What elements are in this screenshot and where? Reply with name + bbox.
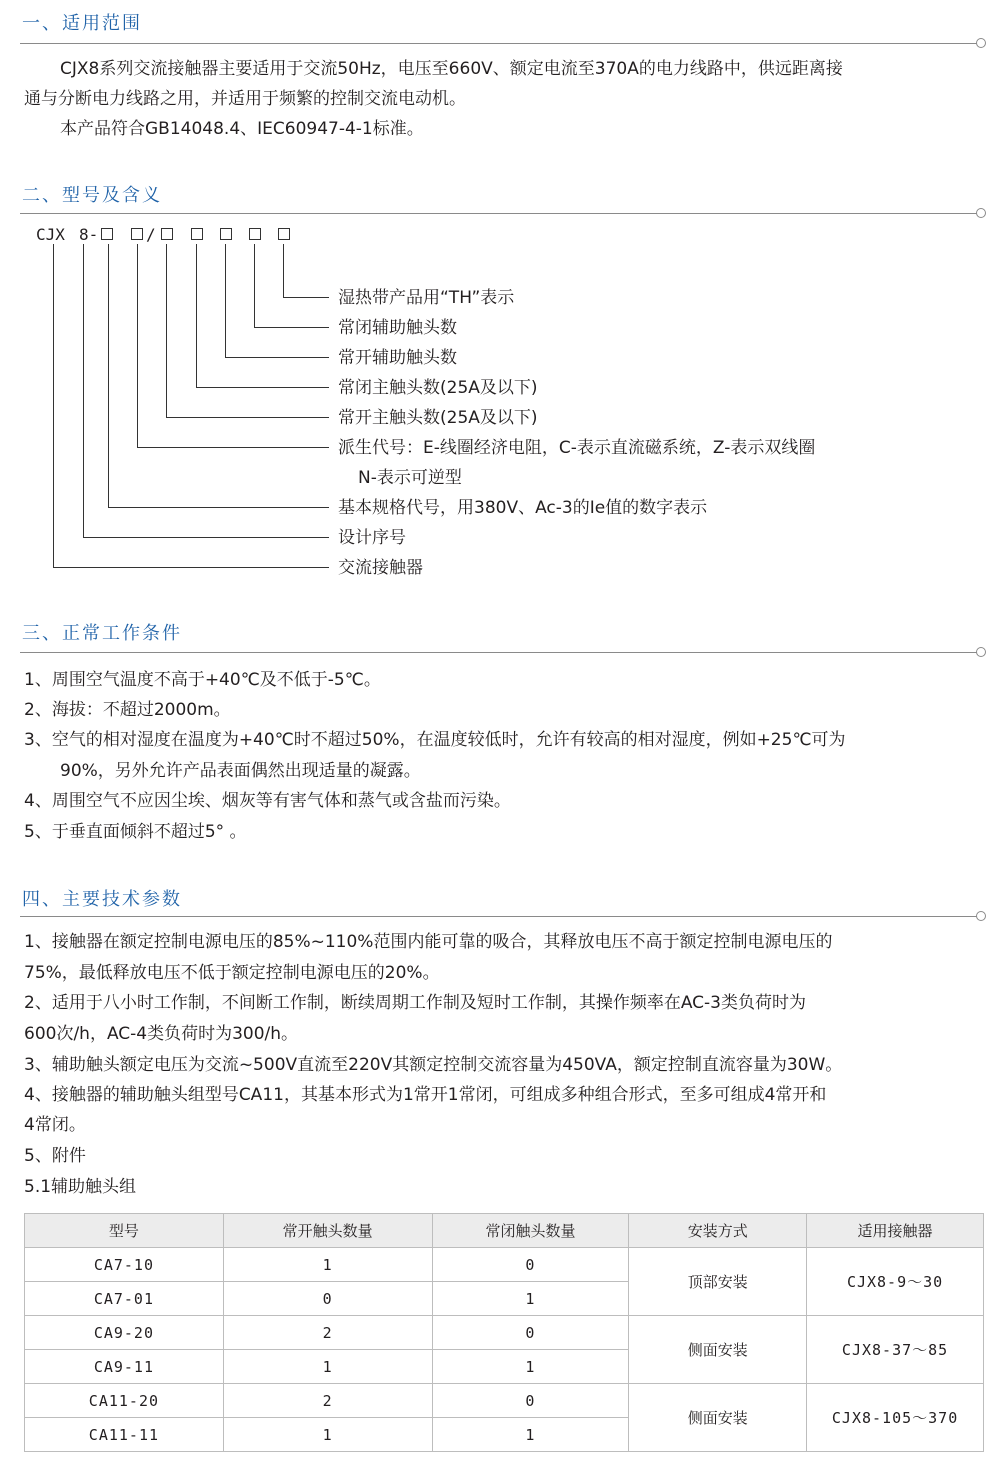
cell-model: CA9-20 bbox=[25, 1316, 224, 1350]
section-1-title: 一、适用范围 bbox=[22, 13, 142, 34]
code-item-3: 常开辅助触头数 bbox=[338, 348, 457, 368]
model-code-series: 8- bbox=[79, 225, 99, 244]
section-4-divider-end-icon bbox=[976, 911, 986, 921]
code-box-4 bbox=[191, 228, 203, 240]
code-box-3 bbox=[161, 228, 173, 240]
header-nc-count: 常闭触头数量 bbox=[432, 1214, 629, 1248]
sec1-line-2: 通与分断电力线路之用，并适用于频繁的控制交流电动机。 bbox=[24, 89, 466, 109]
header-no-count: 常开触头数量 bbox=[223, 1214, 432, 1248]
sec4-line-1: 1、接触器在额定控制电源电压的85%~110%范围内能可靠的吸合，其释放电压不高于额定控制电源电压的 bbox=[24, 932, 833, 952]
cell-install: 侧面安装 bbox=[629, 1384, 807, 1452]
table-header-row bbox=[25, 1214, 984, 1248]
sec4-line-2: 75%，最低释放电压不低于额定控制电源电压的20%。 bbox=[24, 963, 440, 983]
code-item-6-cont: N-表示可逆型 bbox=[358, 468, 462, 488]
cell-install: 顶部安装 bbox=[629, 1248, 807, 1316]
sec3-line-5: 4、周围空气不应因尘埃、烟灰等有害气体和蒸气或含盐而污染。 bbox=[24, 791, 511, 811]
sec1-line-1: CJX8系列交流接触器主要适用于交流50Hz，电压至660V、额定电流至370A的电力线路中，供远距离接 bbox=[60, 59, 843, 79]
cell-contactor: CJX8-37～85 bbox=[807, 1316, 984, 1384]
code-box-2 bbox=[131, 228, 143, 240]
cell-model: CA11-20 bbox=[25, 1384, 224, 1418]
sec4-line-8: 5、附件 bbox=[24, 1146, 86, 1166]
header-model: 型号 bbox=[25, 1214, 224, 1248]
sec3-line-4: 90%，另外允许产品表面偶然出现适量的凝露。 bbox=[60, 761, 421, 781]
section-4-title: 四、主要技术参数 bbox=[22, 889, 182, 910]
code-item-7: 基本规格代号，用380V、Ac-3的Ie值的数字表示 bbox=[338, 498, 708, 518]
cell-no: 1 bbox=[223, 1350, 432, 1384]
sec3-line-3: 3、空气的相对湿度在温度为+40℃时不超过50%，在温度较低时，允许有较高的相对湿度，例如+25℃可为 bbox=[24, 730, 846, 750]
cell-no: 1 bbox=[223, 1418, 432, 1452]
header-contactor: 适用接触器 bbox=[807, 1214, 984, 1248]
sec4-line-4: 600次/h，AC-4类负荷时为300/h。 bbox=[24, 1024, 299, 1044]
code-item-9: 交流接触器 bbox=[338, 558, 423, 578]
cell-model: CA7-10 bbox=[25, 1248, 224, 1282]
cell-model: CA7-01 bbox=[25, 1282, 224, 1316]
sec3-line-1: 1、周围空气温度不高于+40℃及不低于-5℃。 bbox=[24, 670, 381, 690]
cell-nc: 1 bbox=[432, 1418, 629, 1452]
section-4-divider bbox=[20, 916, 978, 917]
sec4-line-6: 4、接触器的辅助触头组型号CA11，其基本形式为1常开1常闭，可组成多种组合形式，至多可组成4常开和 bbox=[24, 1085, 827, 1105]
sec4-line-5: 3、辅助触头额定电压为交流~500V直流至220V其额定控制交流容量为450VA，额定控制直流容量为30W。 bbox=[24, 1055, 843, 1075]
sec4-line-9: 5.1辅助触头组 bbox=[24, 1177, 137, 1197]
cell-model: CA11-11 bbox=[25, 1418, 224, 1452]
sec3-line-6: 5、于垂直面倾斜不超过5° 。 bbox=[24, 822, 247, 842]
section-1-divider bbox=[20, 43, 978, 44]
code-box-1 bbox=[101, 228, 113, 240]
cell-nc: 0 bbox=[432, 1248, 629, 1282]
cell-contactor: CJX8-105～370 bbox=[807, 1384, 984, 1452]
code-box-6 bbox=[249, 228, 261, 240]
code-box-5 bbox=[220, 228, 232, 240]
section-1-divider-end-icon bbox=[976, 38, 986, 48]
cell-no: 2 bbox=[223, 1316, 432, 1350]
cell-no: 0 bbox=[223, 1282, 432, 1316]
section-3-divider bbox=[20, 652, 978, 653]
section-3-divider-end-icon bbox=[976, 647, 986, 657]
code-item-6: 派生代号：E-线圈经济电阻，C-表示直流磁系统，Z-表示双线圈 bbox=[338, 438, 816, 458]
section-3-title: 三、正常工作条件 bbox=[22, 623, 182, 644]
code-item-8: 设计序号 bbox=[338, 528, 406, 548]
sec4-line-3: 2、适用于八小时工作制，不间断工作制，断续周期工作制及短时工作制，其操作频率在AC-3类负荷时为 bbox=[24, 993, 806, 1013]
model-code-slash: / bbox=[146, 225, 156, 244]
table-row bbox=[25, 1248, 984, 1282]
section-2-title: 二、型号及含义 bbox=[22, 185, 162, 206]
model-code-prefix: CJX bbox=[36, 225, 65, 244]
sec4-line-7: 4常闭。 bbox=[24, 1115, 86, 1135]
code-item-5: 常开主触头数(25A及以下) bbox=[338, 408, 538, 428]
sec1-line-3: 本产品符合GB14048.4、IEC60947-4-1标准。 bbox=[60, 119, 424, 139]
cell-nc: 1 bbox=[432, 1350, 629, 1384]
cell-nc: 0 bbox=[432, 1384, 629, 1418]
cell-nc: 1 bbox=[432, 1282, 629, 1316]
section-2-divider bbox=[20, 213, 978, 214]
code-item-2: 常闭辅助触头数 bbox=[338, 318, 457, 338]
code-box-7 bbox=[278, 228, 290, 240]
cell-install: 侧面安装 bbox=[629, 1316, 807, 1384]
cell-nc: 0 bbox=[432, 1316, 629, 1350]
auxiliary-contact-table bbox=[24, 1213, 984, 1452]
code-item-4: 常闭主触头数(25A及以下) bbox=[338, 378, 538, 398]
header-install: 安装方式 bbox=[629, 1214, 807, 1248]
code-item-1: 湿热带产品用“TH”表示 bbox=[338, 288, 515, 308]
cell-no: 2 bbox=[223, 1384, 432, 1418]
sec3-line-2: 2、海拔：不超过2000m。 bbox=[24, 700, 231, 720]
cell-no: 1 bbox=[223, 1248, 432, 1282]
table-row bbox=[25, 1316, 984, 1350]
table-row bbox=[25, 1384, 984, 1418]
cell-contactor: CJX8-9～30 bbox=[807, 1248, 984, 1316]
section-2-divider-end-icon bbox=[976, 208, 986, 218]
cell-model: CA9-11 bbox=[25, 1350, 224, 1384]
